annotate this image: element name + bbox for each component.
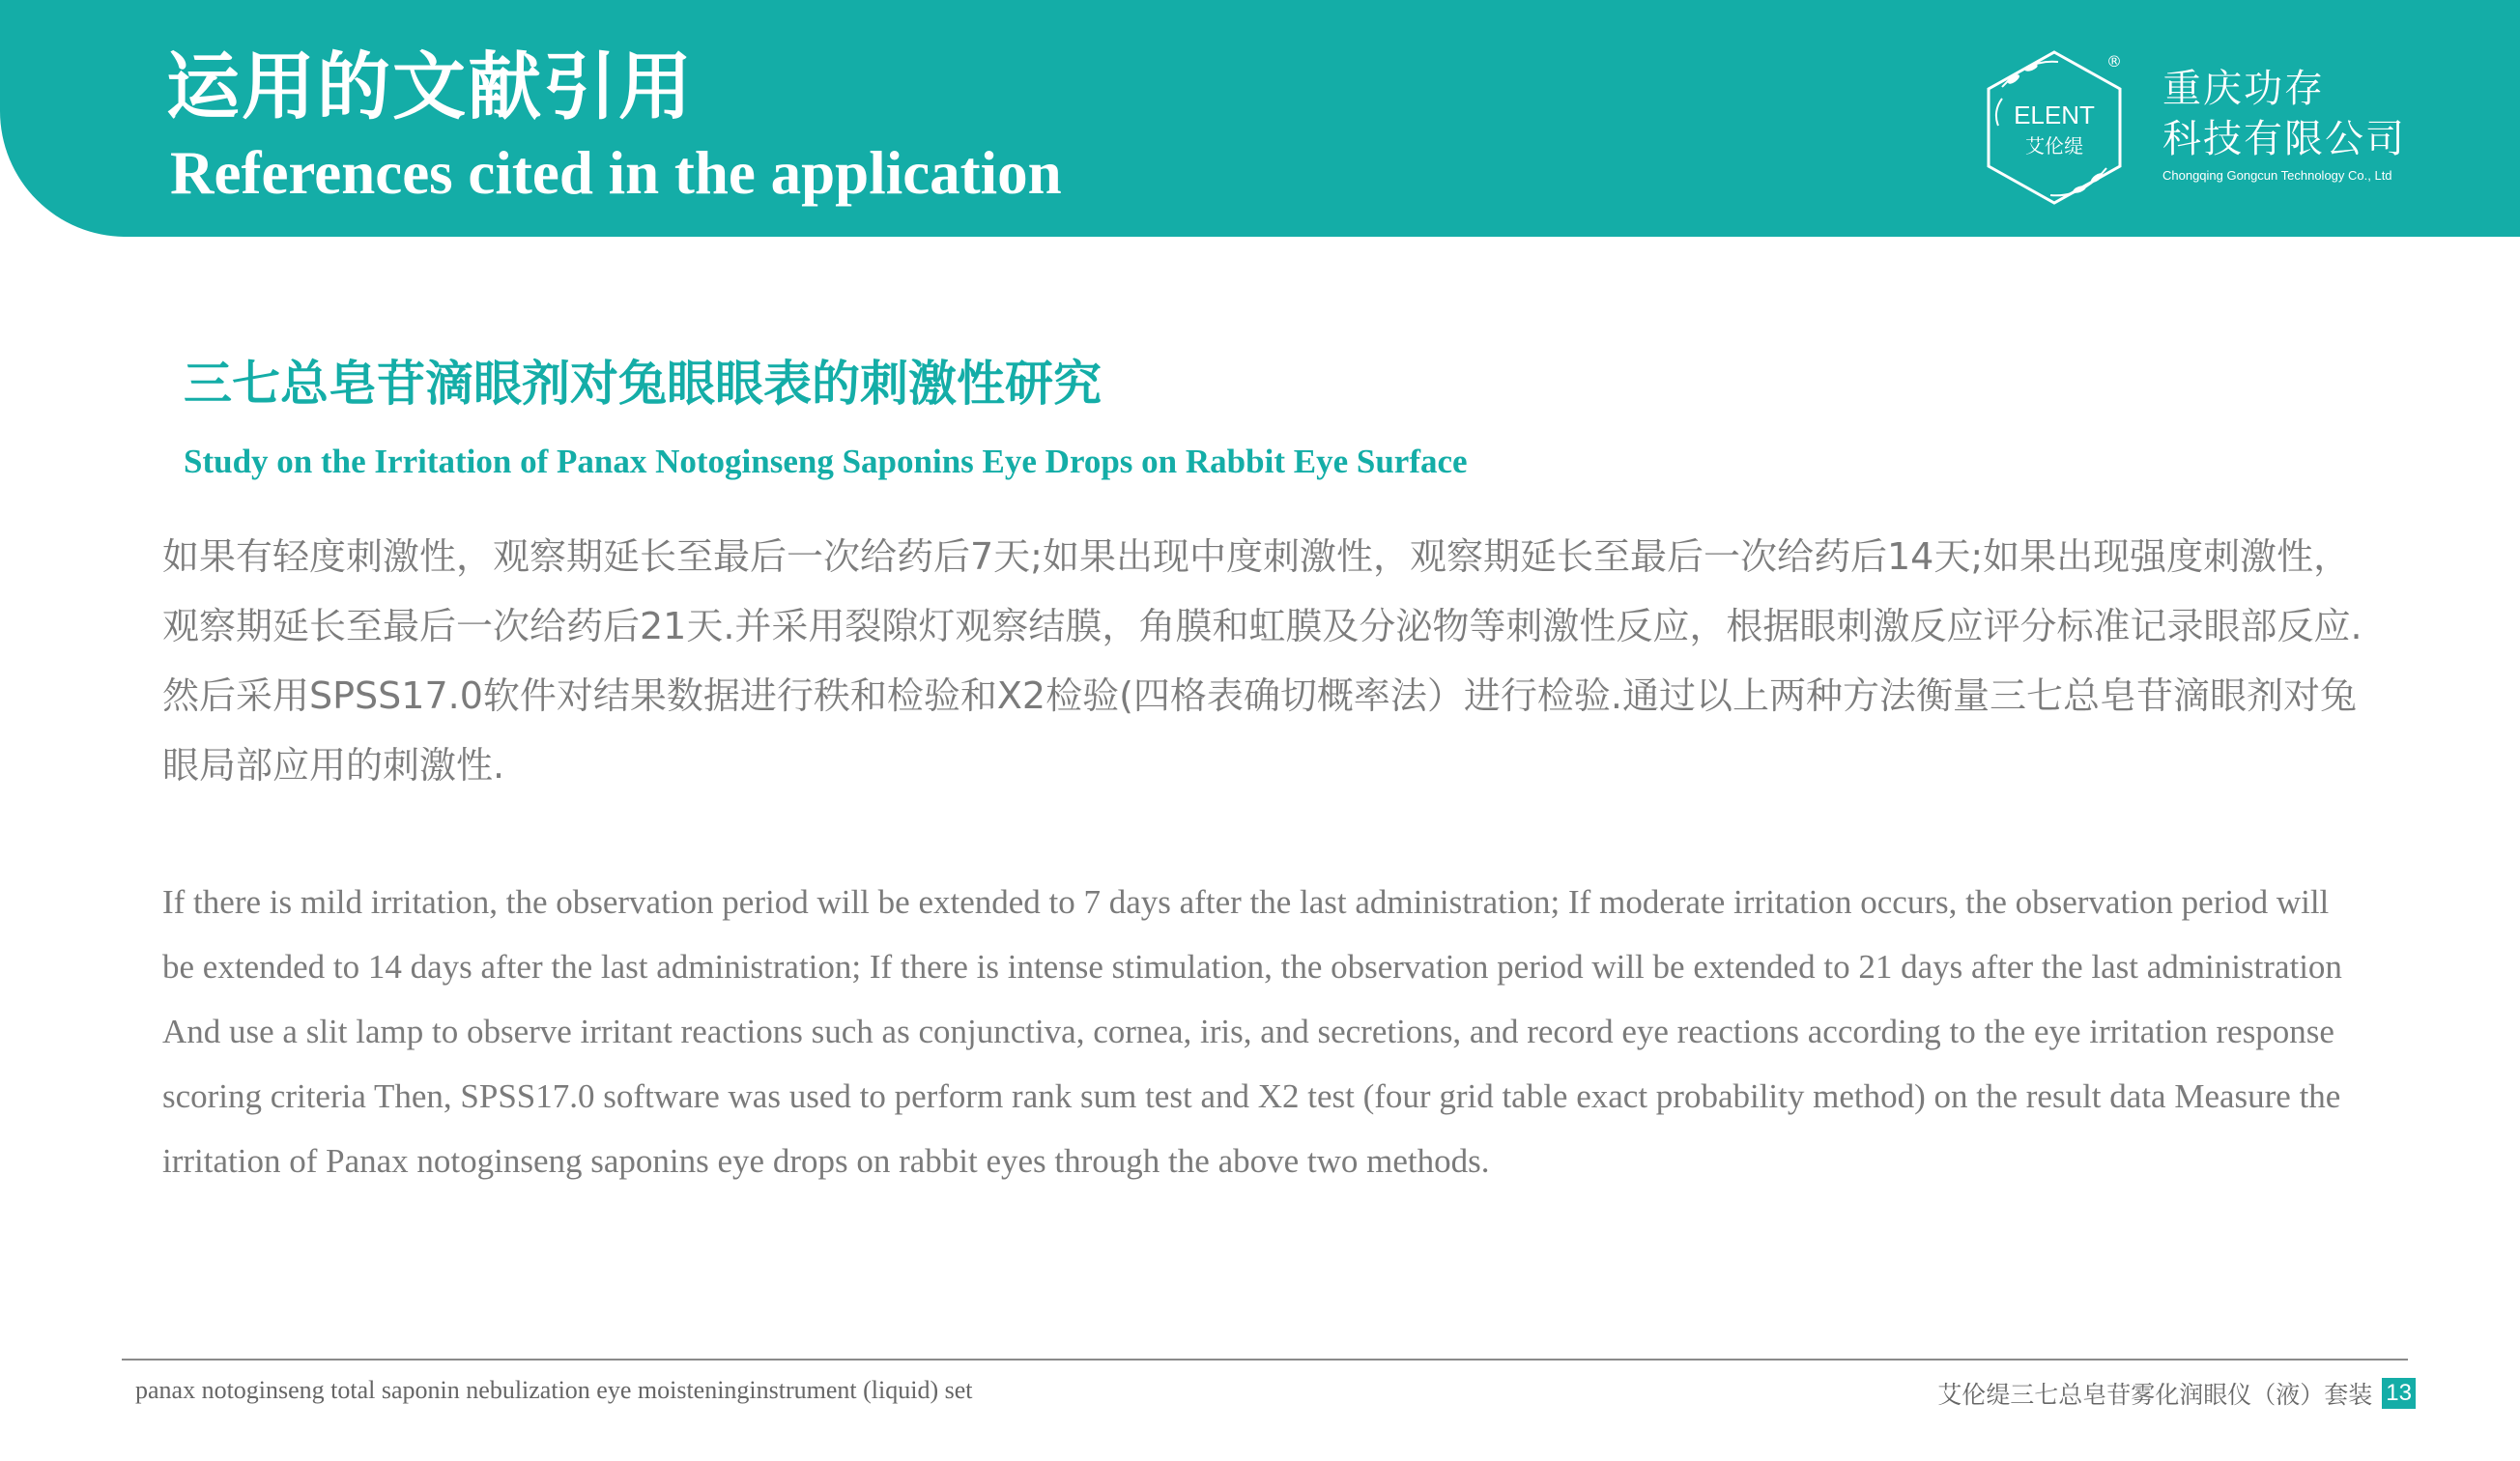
body-paragraph-zh: 如果有轻度刺激性，观察期延长至最后一次给药后7天;如果出现中度刺激性，观察期延长至最后一次给药后14天;如果出现强度刺激性，观察期延长至最后一次给药后21天.并采用裂隙灯观察结膜，角膜和虹膜及分泌物等刺激性反应，根据眼刺激反应评分标准记录眼部反应.然后采用SPSS17.0软件对结果数据进行秩和检验和X2检验(四格表确切概率法）进行检验.通过以上两种方法衡量三七总皂苷滴眼剂对兔眼局部应用的刺激性.	[162, 535, 2362, 787]
company-name-zh-line1: 重庆功存	[2162, 67, 2325, 111]
company-name-en: Chongqing Gongcun Technology Co., Ltd	[2162, 168, 2392, 183]
footer-divider	[122, 1359, 2408, 1361]
footer-product-name-zh: 艾伦缇三七总皂苷雾化润眼仪（液）套装	[1937, 1381, 2373, 1409]
registered-mark: ®	[2106, 52, 2122, 71]
footer-product-name-en: panax notoginseng total saponin nebulization eye moisteninginstrument (liquid) set	[135, 1376, 973, 1404]
company-name-zh-line2: 科技有限公司	[2162, 117, 2406, 161]
company-logo-icon	[1981, 48, 2128, 208]
logo-text-zh: 艾伦缇	[2025, 134, 2083, 158]
logo-text-en: ELENT	[2014, 100, 2095, 129]
page-title-zh: 运用的文献引用	[166, 43, 694, 129]
body-paragraph-en: If there is mild irritation, the observation period will be extended to 7 days after the last administration; If moderate irritation occurs, the observation period will be extended to 14 days after the last administration; If there is intense stimulation, the observation period will be extended to 21 days after the last administration And use a slit lamp to observe irritant reactions such as conjunctiva, cornea, iris, and secretions, and record eye reactions according to the eye irritation response scoring criteria Then, SPSS17.0 software was used to perform rank sum test and X2 test (four grid table exact probability method) on the result data Measure the irritation of Panax notoginseng saponins eye drops on rabbit eyes through the above two methods.	[162, 883, 2342, 1180]
section-title-en: Study on the Irritation of Panax Notoginseng Saponins Eye Drops on Rabbit Eye Surface	[184, 443, 1468, 480]
header-banner	[0, 0, 2520, 237]
section-title-zh: 三七总皂苷滴眼剂对兔眼眼表的刺激性研究	[184, 356, 1102, 412]
page-number: 13	[2382, 1378, 2416, 1409]
footer-right	[1937, 1376, 2416, 1411]
company-name-zh	[2162, 64, 2452, 164]
page-title-en: References cited in the application	[170, 139, 1062, 207]
